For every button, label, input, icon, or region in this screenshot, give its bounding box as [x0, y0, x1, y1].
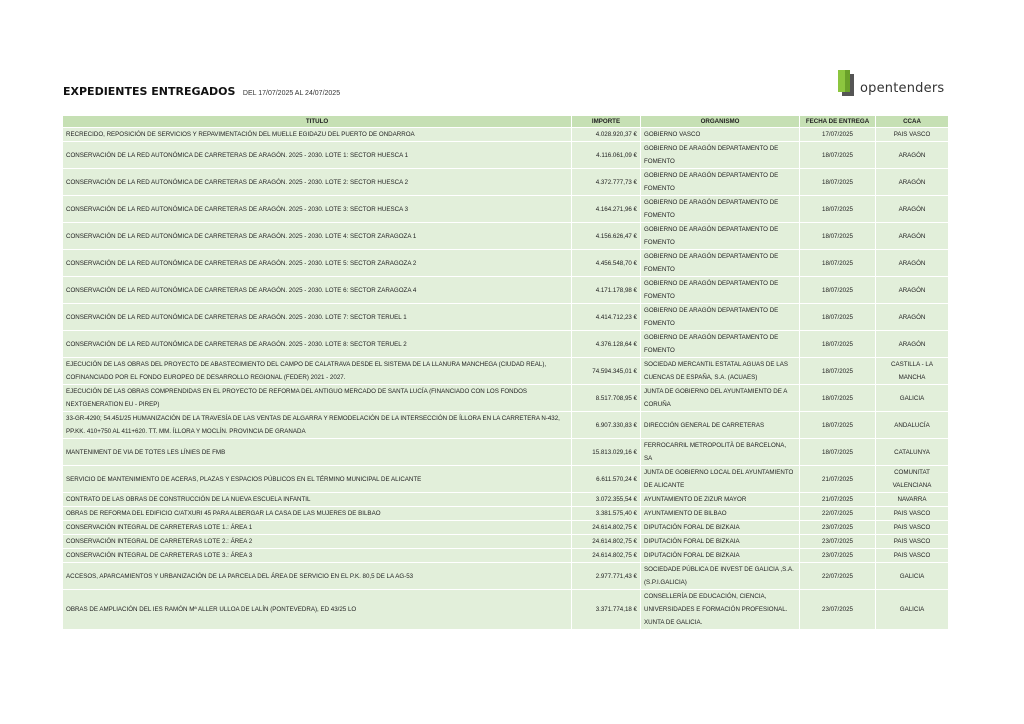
cell-fecha: 18/07/2025 [800, 169, 876, 196]
column-header-titulo: TITULO [63, 116, 572, 128]
cell-importe: 2.977.771,43 € [572, 563, 641, 590]
cell-organismo: GOBIERNO DE ARAGÓN DEPARTAMENTO DE FOMENTO [641, 169, 800, 196]
cell-organismo: GOBIERNO VASCO [641, 128, 800, 142]
cell-importe: 4.171.178,98 € [572, 277, 641, 304]
table-row [63, 535, 949, 549]
cell-importe: 3.072.355,54 € [572, 493, 641, 507]
cell-importe: 4.156.626,47 € [572, 223, 641, 250]
cell-fecha: 18/07/2025 [800, 223, 876, 250]
cell-organismo: FERROCARRIL METROPOLITÀ DE BARCELONA, SA [641, 439, 800, 466]
cell-organismo: DIRECCIÓN GENERAL DE CARRETERAS [641, 412, 800, 439]
cell-organismo: SOCIEDADE PÚBLICA DE INVEST DE GALICIA ,S.A. (S.P.I.GALICIA) [641, 563, 800, 590]
table-row [63, 304, 949, 331]
cell-organismo: DIPUTACIÓN FORAL DE BIZKAIA [641, 535, 800, 549]
cell-fecha: 18/07/2025 [800, 196, 876, 223]
cell-organismo: GOBIERNO DE ARAGÓN DEPARTAMENTO DE FOMENTO [641, 304, 800, 331]
cell-titulo: CONSERVACIÓN DE LA RED AUTONÓMICA DE CARRETERAS DE ARAGÓN. 2025 - 2030. LOTE 7: SECTOR TERUEL 1 [63, 304, 572, 331]
cell-titulo: CONSERVACIÓN DE LA RED AUTONÓMICA DE CARRETERAS DE ARAGÓN. 2025 - 2030. LOTE 3: SECTOR HUESCA 3 [63, 196, 572, 223]
cell-fecha: 18/07/2025 [800, 250, 876, 277]
cell-importe: 24.614.802,75 € [572, 535, 641, 549]
cell-organismo: SOCIEDAD MERCANTIL ESTATAL AGUAS DE LAS CUENCAS DE ESPAÑA, S.A. (ACUAES) [641, 358, 800, 385]
table-row [63, 223, 949, 250]
table-row [63, 439, 949, 466]
table-row [63, 563, 949, 590]
column-header-ccaa: CCAA [876, 116, 949, 128]
cell-importe: 3.371.774,18 € [572, 590, 641, 630]
table-row [63, 466, 949, 493]
cell-fecha: 22/07/2025 [800, 563, 876, 590]
cell-importe: 4.414.712,23 € [572, 304, 641, 331]
cell-organismo: CONSELLERÍA DE EDUCACIÓN, CIENCIA, UNIVERSIDADES E FORMACIÓN PROFESIONAL. XUNTA DE GALICIA. [641, 590, 800, 630]
cell-titulo: ACCESOS, APARCAMIENTOS Y URBANIZACIÓN DE LA PARCELA DEL ÁREA DE SERVICIO EN EL P.K. 80,5 DE LA AG-53 [63, 563, 572, 590]
column-header-importe: IMPORTE [572, 116, 641, 128]
table-row [63, 507, 949, 521]
report-title [63, 82, 340, 100]
cell-titulo: RECRECIDO, REPOSICIÓN DE SERVICIOS Y REPAVIMENTACIÓN DEL MUELLE EGIDAZU DEL PUERTO DE ONDARROA [63, 128, 572, 142]
cell-ccaa: GALICIA [876, 590, 949, 630]
cell-ccaa: COMUNITAT VALENCIANA [876, 466, 949, 493]
cell-ccaa: ANDALUCÍA [876, 412, 949, 439]
cell-ccaa: ARAGÓN [876, 304, 949, 331]
cell-fecha: 23/07/2025 [800, 549, 876, 563]
cell-fecha: 21/07/2025 [800, 466, 876, 493]
cell-ccaa: PAIS VASCO [876, 507, 949, 521]
cell-titulo: 33-GR-4290; 54.451/25 HUMANIZACIÓN DE LA TRAVESÍA DE LAS VENTAS DE ALGARRA Y REMODELACIÓN DE LA INTERSECCIÓN DE ÍLLORA EN LA CARRETERA N-432, PP.KK. 410+750 AL 411+620. TT. MM. ÍLLORA Y MOCLÍN. PROVINCIA DE GRANADA [63, 412, 572, 439]
cell-ccaa: PAIS VASCO [876, 128, 949, 142]
cell-ccaa: ARAGÓN [876, 196, 949, 223]
cell-fecha: 23/07/2025 [800, 590, 876, 630]
cell-ccaa: GALICIA [876, 385, 949, 412]
cell-organismo: DIPUTACIÓN FORAL DE BIZKAIA [641, 521, 800, 535]
cell-ccaa: PAIS VASCO [876, 549, 949, 563]
cell-organismo: JUNTA DE GOBIERNO DEL AYUNTAMIENTO DE A CORUÑA [641, 385, 800, 412]
logo-wordmark: opentenders [860, 81, 945, 96]
cell-fecha: 18/07/2025 [800, 412, 876, 439]
table-row [63, 590, 949, 630]
cell-organismo: GOBIERNO DE ARAGÓN DEPARTAMENTO DE FOMENTO [641, 196, 800, 223]
cell-ccaa: PAIS VASCO [876, 535, 949, 549]
cell-fecha: 21/07/2025 [800, 493, 876, 507]
cell-fecha: 23/07/2025 [800, 521, 876, 535]
cell-ccaa: ARAGÓN [876, 331, 949, 358]
cell-titulo: CONSERVACIÓN DE LA RED AUTONÓMICA DE CARRETERAS DE ARAGÓN. 2025 - 2030. LOTE 1: SECTOR HUESCA 1 [63, 142, 572, 169]
cell-importe: 24.614.802,75 € [572, 521, 641, 535]
cell-importe: 4.028.920,37 € [572, 128, 641, 142]
cell-titulo: CONTRATO DE LAS OBRAS DE CONSTRUCCIÓN DE LA NUEVA ESCUELA INFANTIL [63, 493, 572, 507]
cell-titulo: CONSERVACIÓN DE LA RED AUTONÓMICA DE CARRETERAS DE ARAGÓN. 2025 - 2030. LOTE 2: SECTOR HUESCA 2 [63, 169, 572, 196]
logo-bracket-icon [836, 68, 858, 98]
table-row [63, 412, 949, 439]
table-header-row [63, 116, 949, 128]
cell-fecha: 18/07/2025 [800, 331, 876, 358]
table-row [63, 521, 949, 535]
cell-organismo: JUNTA DE GOBIERNO LOCAL DEL AYUNTAMIENTO DE ALICANTE [641, 466, 800, 493]
cell-importe: 24.614.802,75 € [572, 549, 641, 563]
cell-titulo: CONSERVACIÓN INTEGRAL DE CARRETERAS LOTE 2.: ÁREA 2 [63, 535, 572, 549]
table-row [63, 142, 949, 169]
table-row [63, 549, 949, 563]
cell-ccaa: ARAGÓN [876, 250, 949, 277]
table-row [63, 250, 949, 277]
cell-importe: 74.594.345,01 € [572, 358, 641, 385]
cell-organismo: AYUNTAMIENTO DE BILBAO [641, 507, 800, 521]
opentenders-logo [836, 68, 948, 102]
cell-organismo: DIPUTACIÓN FORAL DE BIZKAIA [641, 549, 800, 563]
cell-titulo: OBRAS DE AMPLIACIÓN DEL IES RAMÓN Mª ALLER ULLOA DE LALÍN (PONTEVEDRA), ED 43/25 LO [63, 590, 572, 630]
cell-fecha: 18/07/2025 [800, 358, 876, 385]
column-header-fecha: FECHA DE ENTREGA [800, 116, 876, 128]
cell-fecha: 23/07/2025 [800, 535, 876, 549]
cell-titulo: CONSERVACIÓN DE LA RED AUTONÓMICA DE CARRETERAS DE ARAGÓN. 2025 - 2030. LOTE 6: SECTOR ZARAGOZA 4 [63, 277, 572, 304]
table-row [63, 196, 949, 223]
cell-ccaa: ARAGÓN [876, 223, 949, 250]
cell-organismo: GOBIERNO DE ARAGÓN DEPARTAMENTO DE FOMENTO [641, 250, 800, 277]
cell-importe: 15.813.029,16 € [572, 439, 641, 466]
cell-importe: 8.517.708,95 € [572, 385, 641, 412]
cell-titulo: MANTENIMENT DE VIA DE TOTES LES LÍNIES DE FMB [63, 439, 572, 466]
cell-importe: 4.164.271,96 € [572, 196, 641, 223]
cell-importe: 3.381.575,40 € [572, 507, 641, 521]
cell-titulo: EJECUCIÓN DE LAS OBRAS DEL PROYECTO DE ABASTECIMIENTO DEL CAMPO DE CALATRAVA DESDE EL SISTEMA DE LA LLANURA MANCHEGA (CIUDAD REAL), COFINANCIADO POR EL FONDO EUROPEO DE DESARROLLO REGIONAL (FEDER) 2021 - 2027. [63, 358, 572, 385]
cell-titulo: CONSERVACIÓN DE LA RED AUTONÓMICA DE CARRETERAS DE ARAGÓN. 2025 - 2030. LOTE 5: SECTOR ZARAGOZA 2 [63, 250, 572, 277]
table-row [63, 169, 949, 196]
column-header-organismo: ORGANISMO [641, 116, 800, 128]
cell-organismo: GOBIERNO DE ARAGÓN DEPARTAMENTO DE FOMENTO [641, 331, 800, 358]
tenders-table [62, 115, 949, 630]
cell-organismo: GOBIERNO DE ARAGÓN DEPARTAMENTO DE FOMENTO [641, 223, 800, 250]
cell-titulo: OBRAS DE REFORMA DEL EDIFICIO C/ATXURI 45 PARA ALBERGAR LA CASA DE LAS MUJERES DE BILBAO [63, 507, 572, 521]
cell-fecha: 17/07/2025 [800, 128, 876, 142]
cell-importe: 6.611.570,24 € [572, 466, 641, 493]
cell-importe: 4.376.128,64 € [572, 331, 641, 358]
cell-titulo: CONSERVACIÓN DE LA RED AUTONÓMICA DE CARRETERAS DE ARAGÓN. 2025 - 2030. LOTE 4: SECTOR ZARAGOZA 1 [63, 223, 572, 250]
cell-ccaa: NAVARRA [876, 493, 949, 507]
report-title-text: EXPEDIENTES ENTREGADOS [63, 85, 236, 98]
cell-ccaa: CATALUNYA [876, 439, 949, 466]
cell-ccaa: ARAGÓN [876, 142, 949, 169]
cell-ccaa: CASTILLA - LA MANCHA [876, 358, 949, 385]
cell-organismo: GOBIERNO DE ARAGÓN DEPARTAMENTO DE FOMENTO [641, 142, 800, 169]
cell-fecha: 22/07/2025 [800, 507, 876, 521]
cell-ccaa: ARAGÓN [876, 277, 949, 304]
cell-importe: 4.116.061,09 € [572, 142, 641, 169]
cell-importe: 4.456.548,70 € [572, 250, 641, 277]
cell-importe: 4.372.777,73 € [572, 169, 641, 196]
table-body [63, 128, 949, 630]
cell-titulo: SERVICIO DE MANTENIMIENTO DE ACERAS, PLAZAS Y ESPACIOS PÚBLICOS EN EL TÉRMINO MUNICIPAL DE ALICANTE [63, 466, 572, 493]
table-row [63, 128, 949, 142]
table-row [63, 277, 949, 304]
cell-fecha: 18/07/2025 [800, 277, 876, 304]
report-date-range: DEL 17/07/2025 AL 24/07/2025 [242, 90, 341, 97]
cell-organismo: GOBIERNO DE ARAGÓN DEPARTAMENTO DE FOMENTO [641, 277, 800, 304]
cell-ccaa: PAIS VASCO [876, 521, 949, 535]
cell-ccaa: GALICIA [876, 563, 949, 590]
cell-organismo: AYUNTAMIENTO DE ZIZUR MAYOR [641, 493, 800, 507]
cell-titulo: CONSERVACIÓN INTEGRAL DE CARRETERAS LOTE 3.: ÁREA 3 [63, 549, 572, 563]
table-row [63, 493, 949, 507]
cell-fecha: 18/07/2025 [800, 304, 876, 331]
cell-ccaa: ARAGÓN [876, 169, 949, 196]
cell-titulo: CONSERVACIÓN INTEGRAL DE CARRETERAS LOTE 1.: ÁREA 1 [63, 521, 572, 535]
cell-fecha: 18/07/2025 [800, 385, 876, 412]
cell-titulo: EJECUCIÓN DE LAS OBRAS COMPRENDIDAS EN EL PROYECTO DE REFORMA DEL ANTIGUO MERCADO DE SANTA LUCÍA (FINANCIADO CON LOS FONDOS NEXTGENERATION EU - PIREP) [63, 385, 572, 412]
table-row [63, 385, 949, 412]
table-row [63, 358, 949, 385]
cell-importe: 6.907.330,83 € [572, 412, 641, 439]
cell-fecha: 18/07/2025 [800, 142, 876, 169]
cell-titulo: CONSERVACIÓN DE LA RED AUTONÓMICA DE CARRETERAS DE ARAGÓN. 2025 - 2030. LOTE 8: SECTOR TERUEL 2 [63, 331, 572, 358]
cell-fecha: 18/07/2025 [800, 439, 876, 466]
table-row [63, 331, 949, 358]
